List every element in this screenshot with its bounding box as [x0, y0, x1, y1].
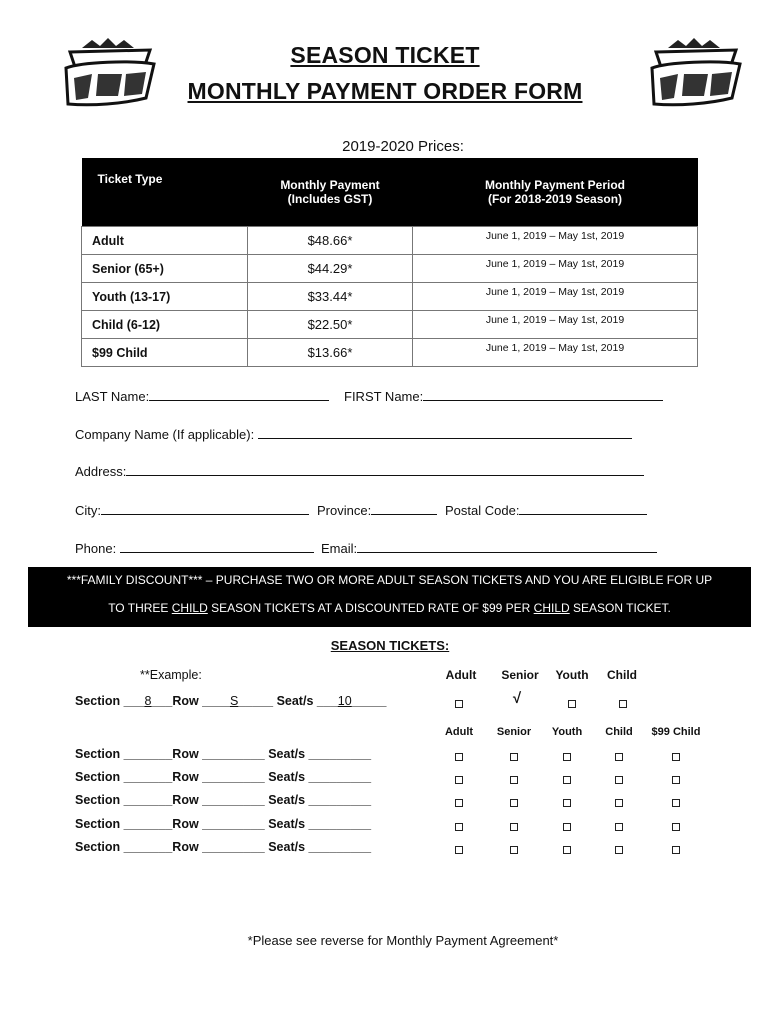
- address-line[interactable]: [126, 463, 644, 476]
- example-child-checkbox: [619, 700, 627, 708]
- example-adult-checkbox: [455, 700, 463, 708]
- last-name-field[interactable]: [75, 388, 329, 404]
- senior-checkbox[interactable]: [510, 823, 518, 831]
- child-checkbox[interactable]: [615, 799, 623, 807]
- ticket-entry-row[interactable]: Section _______Row _________ Seat/s _________: [75, 747, 372, 761]
- company-label: Company Name (If applicable):: [75, 427, 255, 442]
- example-youth-checkbox: [568, 700, 576, 708]
- ticket-entry-row[interactable]: Section _______Row _________ Seat/s _________: [75, 840, 372, 854]
- price-table-header: [82, 158, 698, 227]
- adult-checkbox[interactable]: [455, 799, 463, 807]
- header-adult: Adult: [444, 726, 474, 738]
- ticket-entry-row[interactable]: Section _______Row _________ Seat/s _________: [75, 817, 372, 831]
- last-name-label: LAST Name:: [75, 389, 150, 404]
- ticket-price: $48.66*: [248, 227, 413, 255]
- ticket-type: Senior (65+): [82, 255, 248, 283]
- province-line[interactable]: [371, 502, 437, 515]
- table-row: [82, 227, 698, 255]
- header-youth: Youth: [551, 726, 583, 738]
- header-payment-period: Monthly Payment Period (For 2018-2019 Season): [413, 158, 698, 227]
- senior-checkbox[interactable]: [510, 776, 518, 784]
- company-field[interactable]: [75, 426, 632, 442]
- province-label: Province:: [317, 503, 372, 518]
- ticket-period: June 1, 2019 – May 1st, 2019: [413, 283, 698, 311]
- ticket-period: June 1, 2019 – May 1st, 2019: [413, 311, 698, 339]
- child-checkbox[interactable]: [615, 846, 623, 854]
- family-discount-banner: [28, 567, 751, 627]
- ticket-price: $33.44*: [248, 283, 413, 311]
- ticket-type: $99 Child: [82, 339, 248, 367]
- first-name-field[interactable]: [344, 388, 663, 404]
- ticket-period: June 1, 2019 – May 1st, 2019: [413, 227, 698, 255]
- ticket-period: June 1, 2019 – May 1st, 2019: [413, 255, 698, 283]
- youth-checkbox[interactable]: [563, 846, 571, 854]
- 99-child-checkbox[interactable]: [672, 753, 680, 761]
- senior-checkbox[interactable]: [510, 799, 518, 807]
- header-99-child: $99 Child: [651, 726, 701, 738]
- child-checkbox[interactable]: [615, 823, 623, 831]
- postal-code-label: Postal Code:: [445, 503, 520, 518]
- email-line[interactable]: [357, 540, 657, 553]
- 99-child-checkbox[interactable]: [672, 823, 680, 831]
- first-name-label: FIRST Name:: [344, 389, 424, 404]
- ticket-price: $13.66*: [248, 339, 413, 367]
- first-name-line[interactable]: [423, 388, 663, 401]
- example-header-youth: Youth: [555, 668, 589, 682]
- youth-checkbox[interactable]: [563, 753, 571, 761]
- price-table: [81, 158, 698, 367]
- youth-checkbox[interactable]: [563, 776, 571, 784]
- prices-label: 2019-2020 Prices:: [342, 138, 464, 155]
- phone-label: Phone:: [75, 541, 117, 556]
- ticket-period: June 1, 2019 – May 1st, 2019: [413, 339, 698, 367]
- example-header-senior: Senior: [501, 668, 539, 682]
- city-line[interactable]: [101, 502, 309, 515]
- ticket-entry-row[interactable]: Section _______Row _________ Seat/s _________: [75, 793, 372, 807]
- 99-child-checkbox[interactable]: [672, 799, 680, 807]
- example-header-adult: Adult: [445, 668, 477, 682]
- city-field[interactable]: [75, 502, 309, 518]
- ticket-entry-row[interactable]: Section _______Row _________ Seat/s _________: [75, 770, 372, 784]
- phone-field[interactable]: [75, 540, 314, 556]
- table-row: [82, 255, 698, 283]
- email-label: Email:: [321, 541, 358, 556]
- youth-checkbox[interactable]: [563, 799, 571, 807]
- postal-code-line[interactable]: [519, 502, 647, 515]
- header-monthly-payment: Monthly Payment (Includes GST): [248, 158, 413, 227]
- adult-checkbox[interactable]: [455, 753, 463, 761]
- company-line[interactable]: [258, 426, 632, 439]
- senior-checkbox[interactable]: [510, 753, 518, 761]
- example-row: Section ___8___Row ____S_____ Seat/s ___10_____: [75, 694, 387, 708]
- table-row: [82, 339, 698, 367]
- example-senior-check: √: [512, 690, 522, 707]
- last-name-line[interactable]: [149, 388, 329, 401]
- header-child: Child: [605, 726, 633, 738]
- season-tickets-title: SEASON TICKETS:: [330, 638, 450, 653]
- province-field[interactable]: [317, 502, 437, 518]
- 99-child-checkbox[interactable]: [672, 776, 680, 784]
- banner-line-1: ***FAMILY DISCOUNT*** – PURCHASE TWO OR MORE ADULT SEASON TICKETS AND YOU ARE ELIGIBLE FOR UP: [66, 573, 713, 587]
- postal-code-field[interactable]: [445, 502, 647, 518]
- example-header-child: Child: [607, 668, 637, 682]
- ticket-price: $44.29*: [248, 255, 413, 283]
- ticket-type: Adult: [82, 227, 248, 255]
- adult-checkbox[interactable]: [455, 846, 463, 854]
- senior-checkbox[interactable]: [510, 846, 518, 854]
- child-checkbox[interactable]: [615, 776, 623, 784]
- youth-checkbox[interactable]: [563, 823, 571, 831]
- title-line-1: SEASON TICKET: [290, 42, 480, 68]
- table-row: [82, 283, 698, 311]
- footer-note: *Please see reverse for Monthly Payment Agreement*: [247, 933, 559, 948]
- phone-line[interactable]: [120, 540, 314, 553]
- header-ticket-type: Ticket Type: [82, 158, 248, 227]
- adult-checkbox[interactable]: [455, 823, 463, 831]
- ticket-price: $22.50*: [248, 311, 413, 339]
- child-checkbox[interactable]: [615, 753, 623, 761]
- 99-child-checkbox[interactable]: [672, 846, 680, 854]
- title-line-2: MONTHLY PAYMENT ORDER FORM: [187, 78, 583, 104]
- adult-checkbox[interactable]: [455, 776, 463, 784]
- header-senior: Senior: [496, 726, 532, 738]
- address-label: Address:: [75, 464, 127, 479]
- address-field[interactable]: [75, 463, 644, 479]
- banner-line-2: TO THREE CHILD SEASON TICKETS AT A DISCOUNTED RATE OF $99 PER CHILD SEASON TICKET.: [108, 601, 671, 615]
- ticket-type: Youth (13-17): [82, 283, 248, 311]
- example-label: **Example:: [140, 668, 202, 682]
- city-label: City:: [75, 503, 101, 518]
- table-row: [82, 311, 698, 339]
- ticket-type: Child (6-12): [82, 311, 248, 339]
- email-field[interactable]: [321, 540, 657, 556]
